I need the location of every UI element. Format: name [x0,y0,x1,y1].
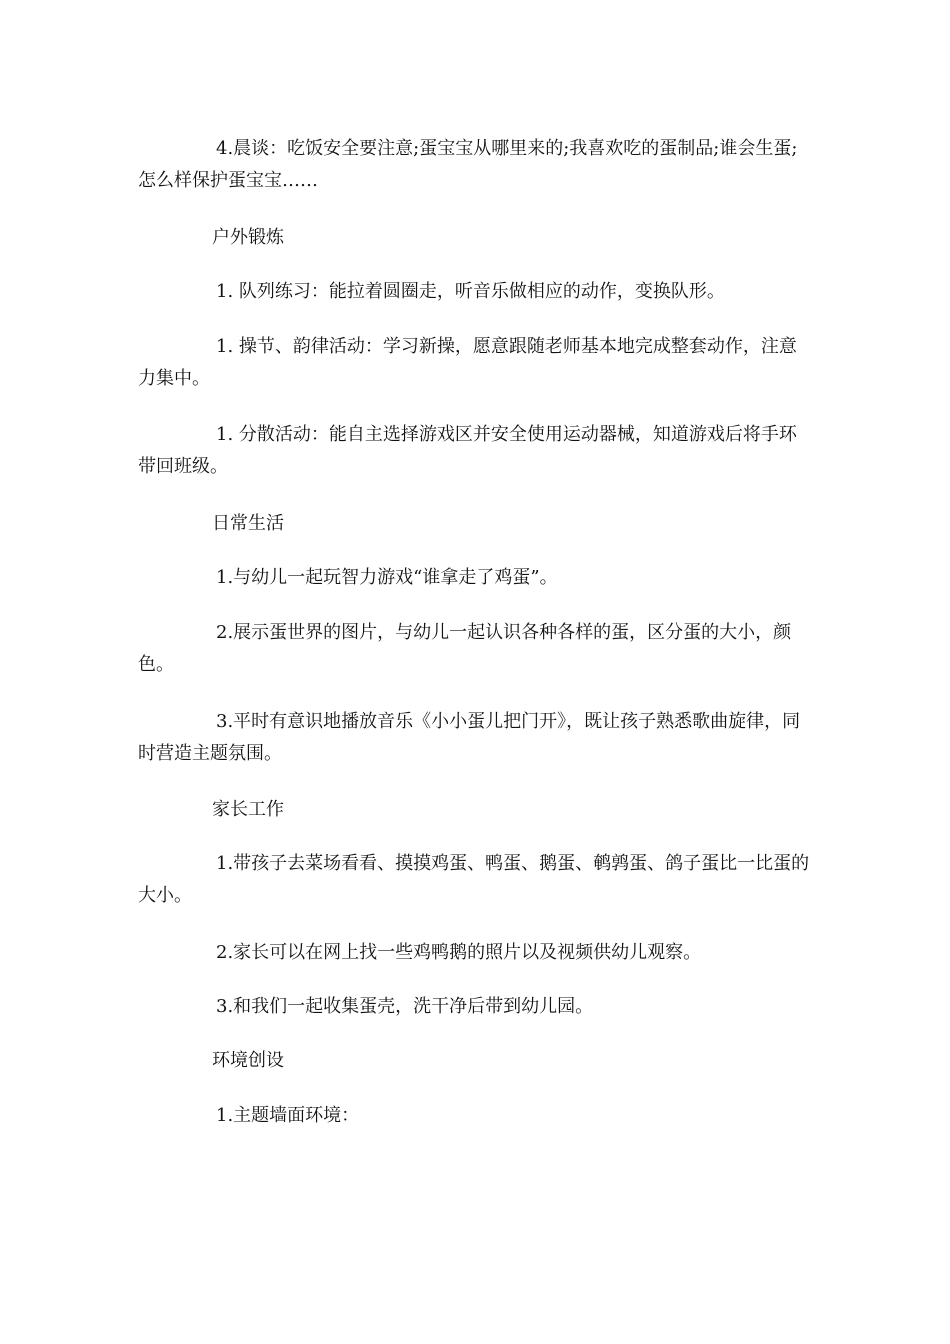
paragraph-egg-game: 1.与幼儿一起玩智力游戏“谁拿走了鸡蛋”。 [216,567,558,588]
paragraph-morning-talk: 4.晨谈：吃饭安全要注意;蛋宝宝从哪里来的;我喜欢吃的蛋制品;谁会生蛋;怎么样保护蛋宝宝…… [138,138,798,191]
paragraph-egg-pictures: 2.展示蛋世界的图片，与幼儿一起认识各种各样的蛋，区分蛋的大小，颜色。 [138,622,792,675]
paragraph-theme-wall: 1.主题墙面环境： [216,1105,360,1126]
paragraph-free-activity: 1. 分散活动：能自主选择游戏区并安全使用运动器械，知道游戏后将手环带回班级。 [138,424,797,477]
section-heading-parent-work: 家长工作 [212,799,284,820]
paragraph-queue-practice: 1. 队列练习：能拉着圆圈走，听音乐做相应的动作，变换队形。 [216,281,725,302]
section-heading-environment: 环境创设 [212,1050,284,1071]
section-heading-outdoor-exercise: 户外锻炼 [212,227,284,248]
section-heading-daily-life: 日常生活 [212,513,284,534]
paragraph-music: 3.平时有意识地播放音乐《小小蛋儿把门开》，既让孩子熟悉歌曲旋律，同时营造主题氛围。 [138,711,801,764]
paragraph-market-visit: 1.带孩子去菜场看看、摸摸鸡蛋、鸭蛋、鹅蛋、鹌鹑蛋、鸽子蛋比一比蛋的大小。 [138,853,810,906]
paragraph-online-photos: 2.家长可以在网上找一些鸡鸭鹅的照片以及视频供幼儿观察。 [216,942,702,963]
paragraph-rhythm-activity: 1. 操节、韵律活动：学习新操，愿意跟随老师基本地完成整套动作，注意力集中。 [138,336,797,389]
paragraph-collect-shells: 3.和我们一起收集蛋壳，洗干净后带到幼儿园。 [216,996,594,1017]
